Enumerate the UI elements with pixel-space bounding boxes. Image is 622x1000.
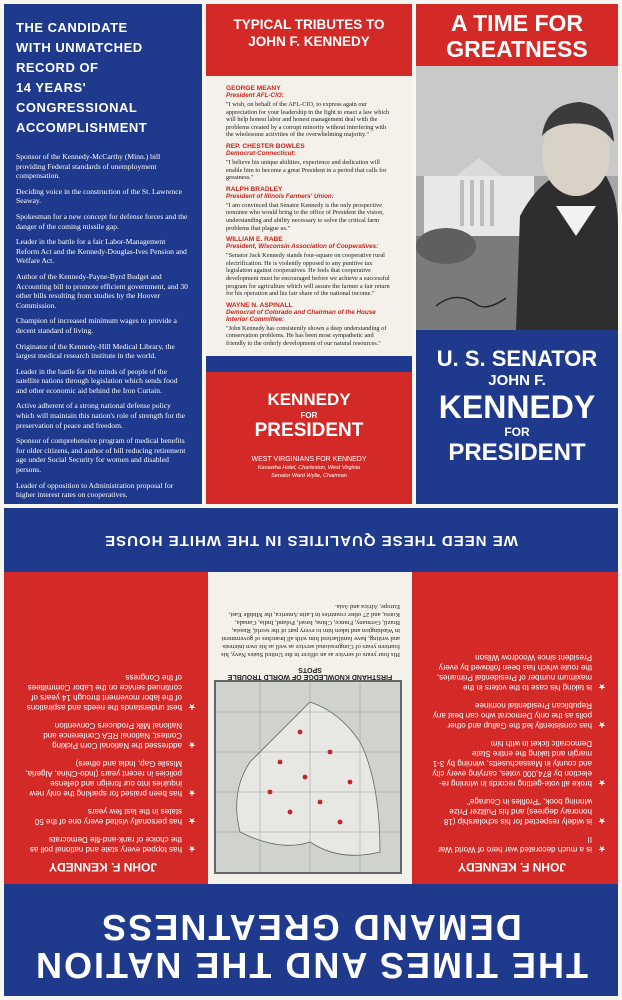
list-item xyxy=(24,806,196,826)
heading-line: THE CANDIDATE xyxy=(16,20,128,35)
world-map xyxy=(214,680,402,874)
record-paragraph: Author of the Kennedy-Payne-Byrd Budget and Accounting bill to promote efficient government, and 30 other bills resulting from studies by the Hoover Commission. xyxy=(16,271,188,310)
star-icon: ★ xyxy=(187,844,196,854)
list-item-text: addressed the National Corn Picking Contest, National REA Conference and National Milk Producers Convention xyxy=(43,721,182,750)
for-label: FOR xyxy=(300,411,318,420)
senator-block xyxy=(416,330,618,504)
list-item-text: has topped every state and national poll as the choice of rank-and-file Democrats xyxy=(29,835,182,854)
tributes-list xyxy=(226,82,392,351)
list-item-text: broke all vote-getting records in winning re-election by 874,000 votes, carrying every city and county in Massachusetts, winning by 3-1 margin and taking the entire State Democratic ticket in with him xyxy=(432,739,592,788)
record-paragraph: Spokesman for a new concept for defense forces and the danger of the coming missile gap. xyxy=(16,211,188,231)
qualities-list xyxy=(24,672,196,854)
organization-chairman: Senator Ward Wylie, Chairman xyxy=(271,473,347,479)
tribute-item xyxy=(226,236,392,298)
column-heading: JOHN F. KENNEDY xyxy=(457,860,567,874)
record-paragraph: Champion of increased minimum wages to provide a decent standard of living. xyxy=(16,316,177,335)
tribute-name: REP. CHESTER BOWLES xyxy=(226,142,305,150)
list-item-text: has personally visited every one of the 50 states in the last few years xyxy=(34,807,182,826)
list-item-text: is a much decorated war hero of World War II xyxy=(438,835,592,854)
white-house-banner: WE NEED THESE QUALITIES IN THE WHITE HOUSE xyxy=(4,508,618,572)
tribute-name: WILLIAM E. RABE xyxy=(226,236,283,244)
senator-title: U. S. SENATOR xyxy=(436,346,598,371)
headline-line-1: THE TIMES AND THE NATION xyxy=(34,945,588,986)
tribute-title: Democrat of Colorado and Chairman of the House Interior Committee: xyxy=(226,308,376,323)
portrait-illustration xyxy=(416,66,618,330)
organization-name: WEST VIRGINIANS FOR KENNEDY xyxy=(251,456,367,463)
heading-line: CONGRESSIONAL xyxy=(16,100,138,115)
list-item-text: is widely respected for his scholarship (18 honorary degrees) and his Pulitzer Prize winning book, "Profiles in Courage" xyxy=(443,797,592,826)
tribute-title: Democrat-Connecticut: xyxy=(226,149,296,157)
star-icon: ★ xyxy=(187,816,196,826)
tribute-quote: "I am convinced that Senator Kennedy is the only prospective nominee who would bring to the office of President the vision, understanding and ability necessary to solve the critical farm problems that plague us." xyxy=(226,201,384,232)
for-label: FOR xyxy=(504,425,530,439)
tribute-title: President of Illinois Farmers' Union: xyxy=(226,192,334,200)
tributes-title-line: TYPICAL TRIBUTES TO xyxy=(233,17,385,32)
list-item-text: best understands the needs and aspirations of the labor movement through 14 years of continued service on the Labor Committees of the Congress xyxy=(26,673,182,712)
qualities-column-right xyxy=(4,572,208,884)
tributes-title xyxy=(206,16,412,50)
cover-title-line: GREATNESS xyxy=(446,36,588,62)
tribute-name: RALPH BRADLEY xyxy=(226,185,283,193)
list-item-text: has been praised for sparking the only new inquiries into our foreign and defense policies in recent years (Indo-China, Algeria, Missile Gap, India and others) xyxy=(25,759,182,798)
record-paragraph: Leader in the battle for a fair Labor-Management Reform Act and the Kennedy-Douglas-Ives Pension and Welfare Act. xyxy=(16,237,187,266)
organization-address: Kanawha Hotel, Charleston, West Virginia xyxy=(257,465,361,471)
record-paragraph: Deciding voice in the construction of the St. Lawrence Seaway. xyxy=(16,186,182,206)
tributes-title-line: JOHN F. KENNEDY xyxy=(248,34,370,49)
list-item xyxy=(24,672,196,712)
tribute-title: President, Wisconsin Association of Cooperatives: xyxy=(226,243,379,251)
president-label: PRESIDENT xyxy=(448,439,586,466)
star-icon: ★ xyxy=(597,844,606,854)
heading-line: ACCOMPLISHMENT xyxy=(16,120,148,135)
record-paragraph: Active adherent of a strong national defense policy which will maintain this nation's role of strength for the preservation of peace and freedom. xyxy=(16,401,186,430)
tribute-title: President AFL-CIO: xyxy=(226,92,284,99)
blue-stripe xyxy=(206,356,412,372)
tribute-item xyxy=(226,186,392,232)
record-panel xyxy=(4,4,202,504)
list-item xyxy=(24,720,196,750)
list-item xyxy=(432,700,606,730)
kennedy-for-president-block xyxy=(206,372,412,504)
map-description: His four years of service as an officer in the United States Navy, his fourteen years of Congressional service as well as his own interests and writing, have familiarized him with all branches of government in Washington and taken him to every part of the world, Russia, Brazil, Germany, France, China, Israel, Poland, India, Canada, Korea, and 27 other countries in Latin America, the Middle East, Europe, Africa and Asia. xyxy=(221,603,400,658)
record-paragraph: Leader in the battle for the minds of people of the satellite nations through legislation which sends food and other economic aid behind the Iron Curtain. xyxy=(16,366,178,395)
heading-line: WITH UNMATCHED xyxy=(16,40,143,55)
list-item-text: has consistently led the Gallup and other polls as the only Democrat who can beat any Republican Presidential nominee xyxy=(432,701,592,730)
world-map-illustration xyxy=(216,682,400,872)
greatness-headline xyxy=(4,884,618,996)
star-icon: ★ xyxy=(187,702,196,712)
list-item xyxy=(432,738,606,788)
cover-title xyxy=(416,4,618,66)
list-item-text: is taking his case to the voters in the maximum number of Presidential Primaries, the route which has been followed by every President since Woodrow Wilson xyxy=(436,653,592,692)
star-icon: ★ xyxy=(187,788,196,798)
kennedy-portrait-photo xyxy=(416,66,618,330)
list-item xyxy=(432,796,606,826)
kennedy-label: KENNEDY xyxy=(267,390,351,409)
list-item xyxy=(432,652,606,692)
senator-first-name: JOHN F. xyxy=(488,372,546,389)
senator-last-name: KENNEDY xyxy=(438,389,596,425)
heading-line: 14 YEARS' xyxy=(16,80,87,95)
star-icon: ★ xyxy=(597,720,606,730)
star-icon: ★ xyxy=(597,682,606,692)
column-heading: JOHN F. KENNEDY xyxy=(48,860,158,874)
star-icon: ★ xyxy=(187,740,196,750)
tribute-item xyxy=(226,143,392,182)
record-paragraph: Leader of opposition to Administration proposal for higher interest rates on cooperatives. xyxy=(16,480,174,500)
tribute-name: GEORGE MEANY xyxy=(226,85,281,92)
world-map-section xyxy=(208,572,412,884)
tribute-item xyxy=(226,85,392,139)
record-paragraph: Originator of the Kennedy-Hill Medical Library, the largest medical research institute in the world. xyxy=(16,341,175,361)
list-item xyxy=(24,834,196,854)
president-label: PRESIDENT xyxy=(254,420,364,441)
star-icon: ★ xyxy=(597,778,606,788)
rotated-content xyxy=(4,508,618,996)
list-item xyxy=(24,758,196,798)
star-icon: ★ xyxy=(597,816,606,826)
heading-line: RECORD OF xyxy=(16,60,99,75)
tribute-quote: "I wish, on behalf of the AFL-CIO, to express again our appreciation for your leadership in the fight to enact a law which will help honest labor and honest management deal with the problems created by a corrupt minority without interfering with the wholesome activities of the overwhelming majority." xyxy=(226,101,390,139)
tribute-quote: "Senator Jack Kennedy stands four-square on cooperative rural electrification. He is violently opposed to any punitive tax legislation against cooperatives. He feels that cooperative development must be encouraged before we achieve a successful program for agriculture which will assure the farmer a fair return for his operation and his fair share of the national income." xyxy=(226,252,390,298)
tribute-quote: "I believe his unique abilities, experience and dedication will enable him to become a great President in a period that calls for greatness." xyxy=(226,158,387,182)
qualities-column-left xyxy=(412,572,618,884)
record-paragraph: Sponsor of the Kennedy-McCarthy (Minn.) bill providing Federal standards of unemployment compensation. xyxy=(16,152,161,181)
headline-line-2: DEMAND GREATNESS xyxy=(100,907,522,948)
qualities-list xyxy=(432,652,606,854)
cover-panel xyxy=(416,4,618,504)
tributes-panel xyxy=(206,4,412,504)
tribute-name: WAYNE N. ASPINALL xyxy=(226,301,293,309)
record-paragraph: Sponsor of comprehensive program of medical benefits for older citizens, and author of bill reducing retirement age under Social Security for women and disabled persons. xyxy=(16,436,186,475)
tribute-item xyxy=(226,302,392,348)
cover-title-line: A TIME FOR xyxy=(450,10,584,36)
record-heading xyxy=(16,18,190,138)
list-item xyxy=(432,834,606,854)
tribute-quote: "John Kennedy has consistently shown a deep understanding of conservation problems. He has been most sympathetic and friendly to the orderly development of our natural resources." xyxy=(226,324,387,347)
map-caption: FIRSTHAND KNOWLEDGE OF WORLD TROUBLE SPOTS xyxy=(227,666,393,680)
inside-spread xyxy=(4,508,618,996)
